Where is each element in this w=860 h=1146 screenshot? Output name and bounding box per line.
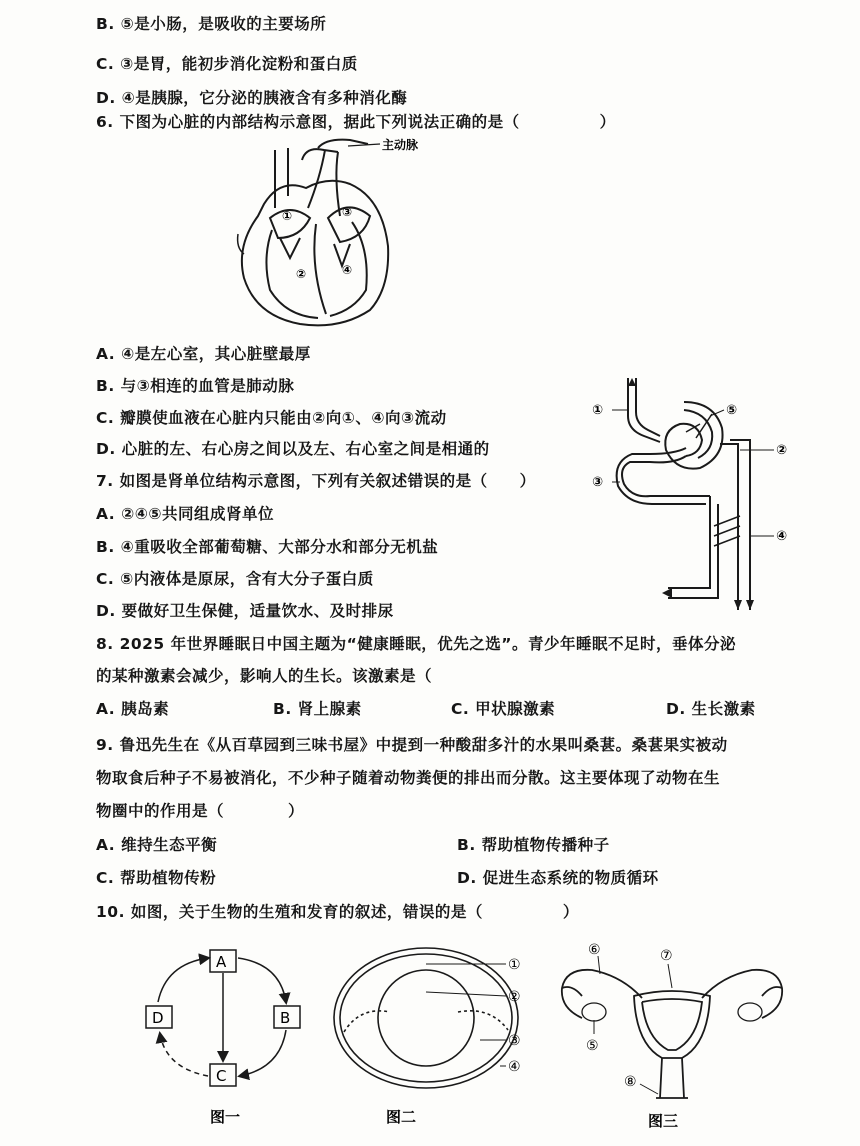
heart-label-aorta: 主动脉: [382, 138, 419, 152]
heart-diagram: [230, 138, 450, 338]
fig1-caption: 图一: [210, 1108, 241, 1126]
fig2-caption: 图二: [386, 1108, 417, 1126]
q9-stem-line3: 物圈中的作用是（ ）: [96, 802, 305, 820]
q9-stem-line2: 物取食后种子不易被消化，不少种子随着动物粪便的排出而分散。这主要体现了动物在生: [96, 769, 721, 787]
figure-1-cycle: [130, 940, 330, 1140]
q8-option-c: C. 甲状腺激素: [451, 700, 556, 718]
q9-option-a: A. 维持生态平衡: [96, 836, 218, 854]
fig2-num-1: ①: [508, 957, 521, 973]
q5-option-c: C. ③是胃，能初步消化淀粉和蛋白质: [96, 55, 358, 73]
fig2-num-2: ②: [508, 989, 521, 1005]
q7-option-b: B. ④重吸收全部葡萄糖、大部分水和部分无机盐: [96, 538, 439, 556]
fig3-num-7: ⑦: [660, 948, 673, 964]
nephron-diagram: [590, 376, 802, 612]
fig3-caption: 图三: [648, 1112, 679, 1130]
figure-3-reproductive: [552, 934, 792, 1140]
fig2-num-4: ④: [508, 1059, 521, 1075]
q8-stem-line1: 8. 2025 年世界睡眠日中国主题为“健康睡眠，优先之选”。青少年睡眠不足时，垂体分泌: [96, 635, 736, 653]
heart-num-4: ④: [342, 263, 353, 277]
fig1-label-c: C: [216, 1067, 227, 1085]
heart-num-3: ③: [342, 205, 353, 219]
q8-option-d: D. 生长激素: [666, 700, 756, 718]
fig1-label-b: B: [280, 1009, 291, 1027]
q9-stem-line1: 9. 鲁迅先生在《从百草园到三味书屋》中提到一种酸甜多汁的水果叫桑葚。桑葚果实被动: [96, 736, 728, 754]
fig3-num-5: ⑤: [586, 1038, 599, 1054]
q9-option-b: B. 帮助植物传播种子: [457, 836, 610, 854]
fig1-label-d: D: [152, 1009, 164, 1027]
q6-option-a: A. ④是左心室，其心脏壁最厚: [96, 345, 311, 363]
q7-option-c: C. ⑤内液体是原尿，含有大分子蛋白质: [96, 570, 374, 588]
q6-option-c: C. 瓣膜使血液在心脏内只能由②向①、④向③流动: [96, 409, 447, 427]
heart-num-1: ①: [282, 209, 293, 223]
q8-option-a: A. 胰岛素: [96, 700, 170, 718]
q7-option-a: A. ②④⑤共同组成肾单位: [96, 505, 274, 523]
nephron-num-5: ⑤: [726, 403, 738, 418]
q10-stem: 10. 如图，关于生物的生殖和发育的叙述，错误的是（ ）: [96, 903, 579, 921]
q5-option-d: D. ④是胰腺，它分泌的胰液含有多种消化酶: [96, 89, 408, 107]
nephron-num-3: ③: [592, 475, 604, 490]
q9-option-d: D. 促进生态系统的物质循环: [457, 869, 659, 887]
heart-num-2: ②: [296, 267, 307, 281]
q8-stem-line2: 的某种激素会减少，影响人的生长。该激素是（: [96, 667, 433, 685]
nephron-num-2: ②: [776, 443, 788, 458]
fig2-num-3: ③: [508, 1033, 521, 1049]
fig3-num-6: ⑥: [588, 942, 601, 958]
q8-option-b: B. 肾上腺素: [273, 700, 362, 718]
q5-option-b: B. ⑤是小肠，是吸收的主要场所: [96, 15, 327, 33]
q6-option-b: B. 与③相连的血管是肺动脉: [96, 377, 295, 395]
nephron-num-1: ①: [592, 403, 604, 418]
figure-2-egg: [330, 940, 550, 1140]
q7-option-d: D. 要做好卫生保健，适量饮水、及时排尿: [96, 602, 394, 620]
q6-option-d: D. 心脏的左、右心房之间以及左、右心室之间是相通的: [96, 440, 490, 458]
fig3-num-8: ⑧: [624, 1074, 637, 1090]
nephron-num-4: ④: [776, 529, 788, 544]
q9-option-c: C. 帮助植物传粉: [96, 869, 217, 887]
q7-stem: 7. 如图是肾单位结构示意图，下列有关叙述错误的是（ ）: [96, 472, 536, 490]
fig1-label-a: A: [216, 953, 227, 971]
q6-stem: 6. 下图为心脏的内部结构示意图，据此下列说法正确的是（ ）: [96, 113, 616, 131]
